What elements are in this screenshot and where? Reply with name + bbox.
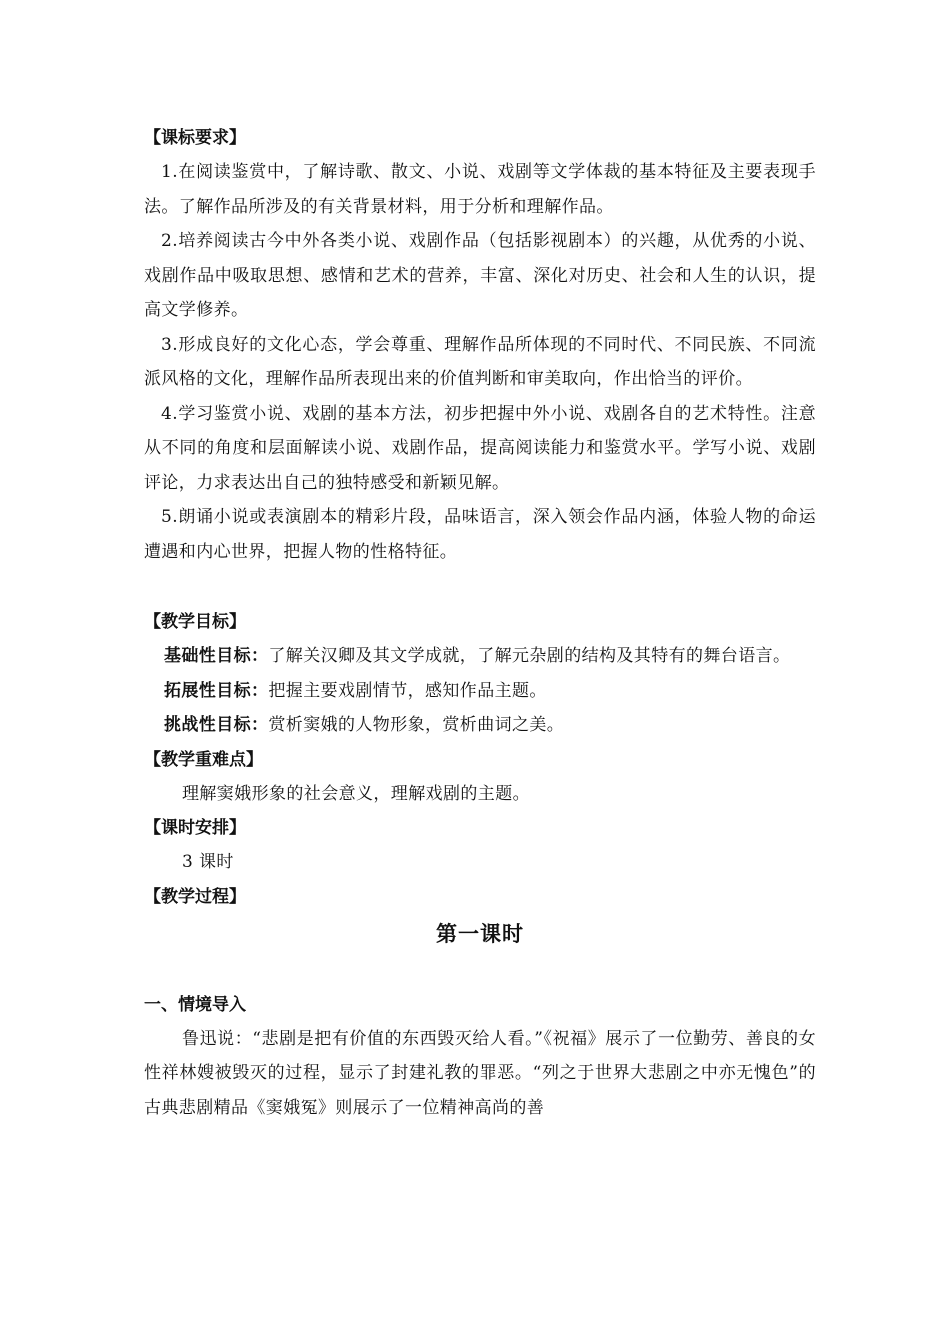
process-heading: 【教学过程】 <box>144 886 246 907</box>
challenge-objective-text: 赏析窦娥的人物形象，赏析曲词之美。 <box>268 715 565 735</box>
basic-objective-text: 了解关汉卿及其文学成就，了解元杂剧的结构及其特有的舞台语言。 <box>268 646 791 666</box>
document-page <box>144 121 816 1125</box>
curriculum-heading: 【课标要求】 <box>144 128 246 148</box>
spacer <box>144 569 816 605</box>
lesson-title: 第一课时 <box>436 921 524 946</box>
step1-text: 鲁迅说：“悲剧是把有价值的东西毁灭给人看。”《祝福》展示了一位勤劳、善良的女性祥林嫂被毁灭的过程，显示了封建礼教的罪恶。“列之于世界大悲剧之中亦无愧色”的古典悲剧精品《窦娥冤》则展示了一位精神高尚的善 <box>144 1028 816 1118</box>
step1-heading: 一、情境导入 <box>144 994 246 1015</box>
objectives-heading: 【教学目标】 <box>144 612 246 632</box>
curriculum-item-3: 3.形成良好的文化心态，学会尊重、理解作品所体现的不同时代、不同民族、不同流派风格的文化，理解作品所表现出来的价值判断和审美取向，作出恰当的评价。 <box>144 334 816 389</box>
schedule-text: 3 课时 <box>182 852 234 872</box>
extend-objective-label: 拓展性目标： <box>164 680 269 701</box>
challenge-objective <box>144 708 816 743</box>
basic-objective-label: 基础性目标： <box>164 646 269 666</box>
curriculum-item-4: 4.学习鉴赏小说、戏剧的基本方法，初步把握中外小说、戏剧各自的艺术特性。注意从不同的角度和层面解读小说、戏剧作品，提高阅读能力和鉴赏水平。学写小说、戏剧评论，力求表达出自己的独特感受和新颖见解。 <box>144 403 816 493</box>
key-points-text: 理解窦娥形象的社会意义，理解戏剧的主题。 <box>182 783 530 804</box>
schedule-heading: 【课时安排】 <box>144 818 246 838</box>
curriculum-item-1: 1.在阅读鉴赏中，了解诗歌、散文、小说、戏剧等文学体裁的基本特征及主要表现手法。了解作品所涉及的有关背景材料，用于分析和理解作品。 <box>144 162 816 217</box>
spacer <box>144 954 816 988</box>
key-points-heading: 【教学重难点】 <box>144 749 263 770</box>
extend-objective <box>144 674 816 709</box>
basic-objective <box>144 639 816 674</box>
curriculum-item-5: 5.朗诵小说或表演剧本的精彩片段，品味语言，深入领会作品内涵，体验人物的命运遭遇和内心世界，把握人物的性格特征。 <box>144 507 816 562</box>
challenge-objective-label: 挑战性目标： <box>164 715 269 735</box>
extend-objective-text: 把握主要戏剧情节，感知作品主题。 <box>268 680 547 701</box>
curriculum-item-2: 2.培养阅读古今中外各类小说、戏剧作品（包括影视剧本）的兴趣，从优秀的小说、戏剧作品中吸取思想、感情和艺术的营养，丰富、深化对历史、社会和人生的认识，提高文学修养。 <box>144 231 816 320</box>
